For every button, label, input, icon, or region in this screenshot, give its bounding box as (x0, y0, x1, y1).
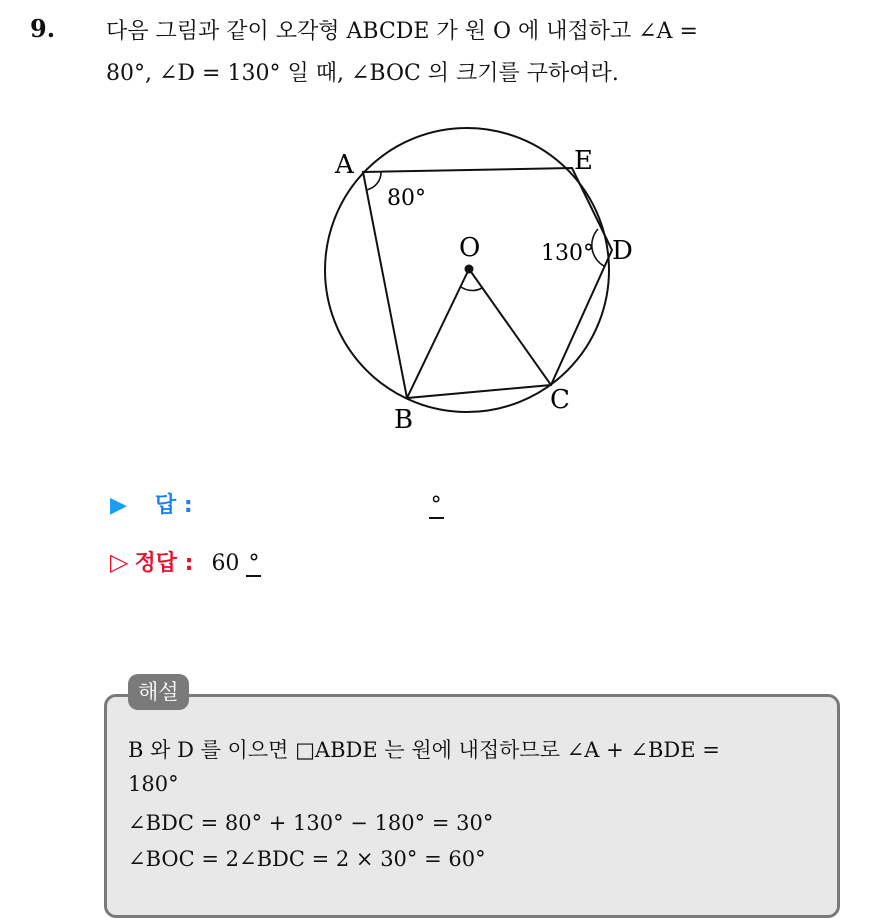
center-label-o: O (459, 233, 481, 263)
correct-answer-label: 정답 : (134, 551, 194, 576)
answer-unit: ° (430, 493, 442, 518)
vertex-label-b: B (394, 405, 414, 435)
angle-label-d: 130° (541, 241, 594, 266)
outline-triangle-icon: ▷ (110, 548, 129, 576)
answer-row (110, 488, 444, 519)
explanation-box (104, 694, 840, 918)
answer-label: 답 : (154, 493, 193, 518)
vertex-label-d: D (612, 236, 633, 266)
explanation-line-4: ∠BOC = 2∠BDC = 2 × 30° = 60° (128, 847, 486, 871)
vertex-label-a: A (335, 150, 354, 180)
angle-label-a: 80° (387, 186, 426, 211)
question-number: 9. (30, 14, 56, 43)
center-point-o (465, 265, 474, 274)
vertex-label-e: E (574, 146, 593, 176)
question-text-line-1: 다음 그림과 같이 오각형 ABCDE 가 원 O 에 내접하고 ∠A = (106, 19, 698, 44)
correct-answer-value: 60 (211, 551, 240, 576)
explanation-line-3: ∠BDC = 80° + 130° − 180° = 30° (128, 811, 494, 835)
angle-arc-o (461, 287, 482, 291)
explanation-line-2: 180° (128, 772, 179, 796)
correct-answer-unit: ° (248, 551, 260, 576)
play-triangle-icon: ▶ (110, 493, 127, 518)
segment-ob (407, 269, 469, 398)
explanation-line-1: B 와 D 를 이으면 □ABDE 는 원에 내접하므로 ∠A + ∠BDE = (128, 738, 720, 762)
vertex-label-c: C (550, 385, 570, 415)
angle-arc-a (366, 172, 381, 190)
segment-oc (469, 269, 551, 385)
question-text-line-2: 80°, ∠D = 130° 일 때, ∠BOC 의 크기를 구하여라. (106, 61, 619, 86)
correct-answer-row (110, 546, 261, 577)
explanation-tag: 해설 (128, 674, 189, 710)
